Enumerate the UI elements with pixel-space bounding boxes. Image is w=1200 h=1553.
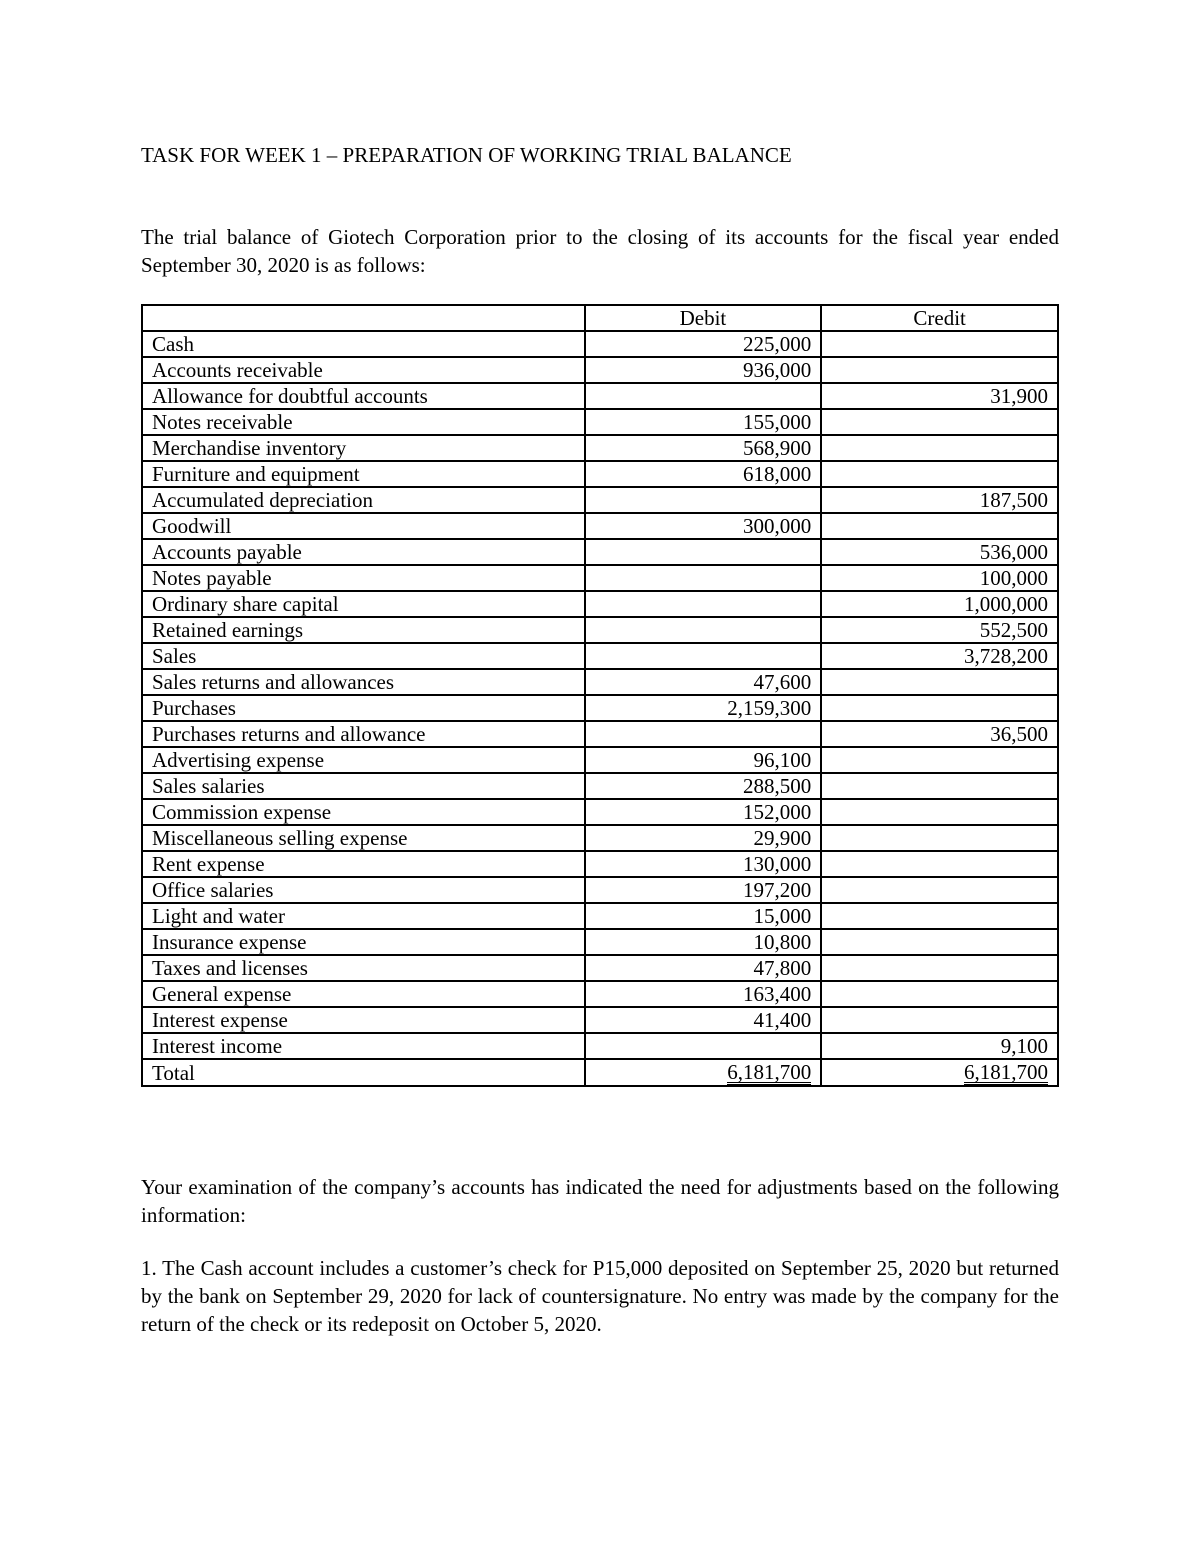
debit-cell: 288,500 — [585, 773, 822, 799]
debit-cell — [585, 487, 822, 513]
total-credit-cell — [821, 1059, 1058, 1086]
debit-cell: 2,159,300 — [585, 695, 822, 721]
total-credit-value: 6,181,700 — [964, 1060, 1048, 1084]
credit-cell — [821, 461, 1058, 487]
table-row — [142, 539, 1058, 565]
credit-cell — [821, 825, 1058, 851]
adjustment-item-1: 1. The Cash account includes a customer’s check for P15,000 deposited on September 25, 2020 but returned by the bank on September 29, 2020 for lack of countersignature. No entry was made by the company for the return of the check or its redeposit on October 5, 2020. — [141, 1256, 1059, 1336]
debit-cell: 29,900 — [585, 825, 822, 851]
account-cell: Advertising expense — [142, 747, 585, 773]
account-cell: Light and water — [142, 903, 585, 929]
total-debit-value: 6,181,700 — [727, 1060, 812, 1084]
debit-cell: 155,000 — [585, 409, 822, 435]
debit-cell — [585, 643, 822, 669]
table-row — [142, 1033, 1058, 1059]
account-cell: Goodwill — [142, 513, 585, 539]
account-cell: Merchandise inventory — [142, 435, 585, 461]
table-row — [142, 799, 1058, 825]
credit-cell — [821, 695, 1058, 721]
credit-cell — [821, 331, 1058, 357]
table-row — [142, 513, 1058, 539]
debit-cell — [585, 539, 822, 565]
credit-cell — [821, 435, 1058, 461]
debit-cell: 618,000 — [585, 461, 822, 487]
table-row — [142, 1007, 1058, 1033]
account-cell: Insurance expense — [142, 929, 585, 955]
account-cell: Notes receivable — [142, 409, 585, 435]
table-header-row — [142, 305, 1058, 331]
debit-cell: 10,800 — [585, 929, 822, 955]
credit-cell: 536,000 — [821, 539, 1058, 565]
table-row — [142, 435, 1058, 461]
table-row — [142, 955, 1058, 981]
table-row — [142, 383, 1058, 409]
debit-cell: 936,000 — [585, 357, 822, 383]
table-row — [142, 981, 1058, 1007]
header-credit: Credit — [821, 305, 1058, 331]
credit-cell — [821, 903, 1058, 929]
account-cell: Purchases — [142, 695, 585, 721]
table-row — [142, 487, 1058, 513]
credit-cell — [821, 357, 1058, 383]
table-row — [142, 825, 1058, 851]
credit-cell — [821, 747, 1058, 773]
account-cell: Interest expense — [142, 1007, 585, 1033]
debit-cell: 300,000 — [585, 513, 822, 539]
account-cell: Accounts receivable — [142, 357, 585, 383]
table-row — [142, 903, 1058, 929]
credit-cell: 36,500 — [821, 721, 1058, 747]
credit-cell — [821, 773, 1058, 799]
account-cell: Notes payable — [142, 565, 585, 591]
table-row — [142, 461, 1058, 487]
credit-cell: 187,500 — [821, 487, 1058, 513]
total-debit-cell — [585, 1059, 822, 1086]
credit-cell: 31,900 — [821, 383, 1058, 409]
account-cell: Furniture and equipment — [142, 461, 585, 487]
debit-cell — [585, 591, 822, 617]
account-cell: Rent expense — [142, 851, 585, 877]
table-row — [142, 747, 1058, 773]
credit-cell — [821, 1007, 1058, 1033]
credit-cell: 552,500 — [821, 617, 1058, 643]
total-row — [142, 1059, 1058, 1086]
account-cell: Accumulated depreciation — [142, 487, 585, 513]
table-row — [142, 409, 1058, 435]
debit-cell: 96,100 — [585, 747, 822, 773]
debit-cell: 197,200 — [585, 877, 822, 903]
credit-cell — [821, 981, 1058, 1007]
credit-cell — [821, 851, 1058, 877]
examination-paragraph: Your examination of the company’s accounts has indicated the need for adjustments based on the following information: — [141, 1175, 1059, 1227]
account-cell: Sales — [142, 643, 585, 669]
debit-cell — [585, 383, 822, 409]
debit-cell — [585, 617, 822, 643]
account-cell: Interest income — [142, 1033, 585, 1059]
table-row — [142, 695, 1058, 721]
table-row — [142, 851, 1058, 877]
debit-cell: 47,800 — [585, 955, 822, 981]
debit-cell — [585, 1033, 822, 1059]
credit-cell — [821, 929, 1058, 955]
table-row — [142, 877, 1058, 903]
account-cell: Sales returns and allowances — [142, 669, 585, 695]
header-debit: Debit — [585, 305, 822, 331]
account-cell: General expense — [142, 981, 585, 1007]
header-account — [142, 305, 585, 331]
account-cell: Accounts payable — [142, 539, 585, 565]
credit-cell — [821, 409, 1058, 435]
debit-cell: 47,600 — [585, 669, 822, 695]
table-row — [142, 591, 1058, 617]
debit-cell: 152,000 — [585, 799, 822, 825]
account-cell: Office salaries — [142, 877, 585, 903]
table-row — [142, 643, 1058, 669]
account-cell: Cash — [142, 331, 585, 357]
table-row — [142, 617, 1058, 643]
credit-cell — [821, 955, 1058, 981]
account-cell: Retained earnings — [142, 617, 585, 643]
total-label: Total — [142, 1059, 585, 1086]
table-row — [142, 669, 1058, 695]
debit-cell: 163,400 — [585, 981, 822, 1007]
trial-balance-table — [141, 304, 1059, 1087]
intro-paragraph: The trial balance of Giotech Corporation prior to the closing of its accounts for the fiscal year ended September 30, 2020 is as follows: — [141, 225, 1059, 277]
debit-cell — [585, 721, 822, 747]
debit-cell: 41,400 — [585, 1007, 822, 1033]
table-row — [142, 721, 1058, 747]
account-cell: Taxes and licenses — [142, 955, 585, 981]
table-row — [142, 357, 1058, 383]
account-cell: Purchases returns and allowance — [142, 721, 585, 747]
table-row — [142, 331, 1058, 357]
account-cell: Ordinary share capital — [142, 591, 585, 617]
account-cell: Commission expense — [142, 799, 585, 825]
credit-cell — [821, 799, 1058, 825]
account-cell: Sales salaries — [142, 773, 585, 799]
account-cell: Miscellaneous selling expense — [142, 825, 585, 851]
debit-cell: 130,000 — [585, 851, 822, 877]
credit-cell — [821, 669, 1058, 695]
debit-cell — [585, 565, 822, 591]
credit-cell: 9,100 — [821, 1033, 1058, 1059]
credit-cell: 100,000 — [821, 565, 1058, 591]
table-row — [142, 565, 1058, 591]
debit-cell: 225,000 — [585, 331, 822, 357]
credit-cell — [821, 513, 1058, 539]
account-cell: Allowance for doubtful accounts — [142, 383, 585, 409]
page-title: TASK FOR WEEK 1 – PREPARATION OF WORKING TRIAL BALANCE — [141, 143, 792, 167]
credit-cell: 3,728,200 — [821, 643, 1058, 669]
table-row — [142, 929, 1058, 955]
table-row — [142, 773, 1058, 799]
credit-cell — [821, 877, 1058, 903]
debit-cell: 568,900 — [585, 435, 822, 461]
credit-cell: 1,000,000 — [821, 591, 1058, 617]
debit-cell: 15,000 — [585, 903, 822, 929]
